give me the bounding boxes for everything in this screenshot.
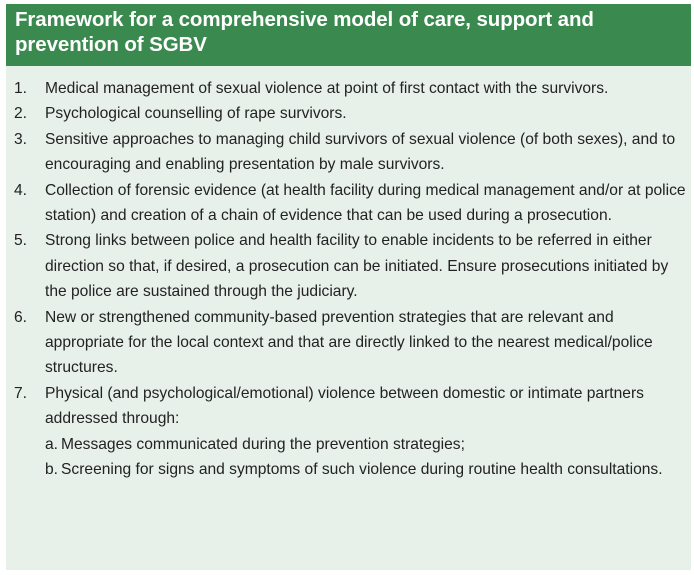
item-text: Psychological counselling of rape survivors. xyxy=(45,105,347,123)
item-number: 4. xyxy=(14,181,28,199)
item-number: 1. xyxy=(14,80,28,97)
item-text: Medical management of sexual violence at point of first contact with the survivors. xyxy=(45,80,609,97)
sub-item-text: Screening for signs and symptoms of such violence during routine health consultations. xyxy=(61,461,663,479)
box-title: Framework for a comprehensive model of care, support and prevention of SGBV xyxy=(6,4,691,66)
item-text: Physical (and psychological/emotional) violence between domestic or intimate partners addressed through: xyxy=(45,384,644,428)
sub-item-b xyxy=(45,457,691,482)
item-number: 6. xyxy=(14,308,28,326)
sub-item-label: a. xyxy=(45,435,59,453)
framework-box xyxy=(6,4,691,570)
item-number: 2. xyxy=(14,105,28,123)
item-text: Collection of forensic evidence (at health facility during medical management and/or at police station) and creation of a chain of evidence that can be used during a prosecution. xyxy=(45,181,686,225)
list-item-5 xyxy=(6,228,691,304)
list-item-4 xyxy=(6,178,691,229)
list-item-6 xyxy=(6,305,691,381)
sub-list xyxy=(45,432,691,483)
list-item-7 xyxy=(6,381,691,483)
sub-item-label: b. xyxy=(45,461,59,479)
item-number: 7. xyxy=(14,384,28,402)
item-text: New or strengthened community-based prevention strategies that are relevant and appropriate for the local context and that are directly linked to the nearest medical/police structures. xyxy=(45,308,653,377)
list-item-3 xyxy=(6,127,691,178)
sub-item-text: Messages communicated during the prevention strategies; xyxy=(61,435,465,453)
item-text: Sensitive approaches to managing child survivors of sexual violence (of both sexes), and to encouraging and enabling presentation by male survivors. xyxy=(45,130,676,174)
item-number: 3. xyxy=(14,130,28,148)
item-text: Strong links between police and health facility to enable incidents to be referred in either direction so that, if desired, a prosecution can be initiated. Ensure prosecutions initiated by the police are sustained through the judiciary. xyxy=(45,232,669,301)
list-item-2 xyxy=(6,101,691,126)
sub-item-a xyxy=(45,432,691,457)
item-number: 5. xyxy=(14,232,28,250)
list-item-1 xyxy=(6,76,691,101)
framework-list xyxy=(6,76,691,483)
